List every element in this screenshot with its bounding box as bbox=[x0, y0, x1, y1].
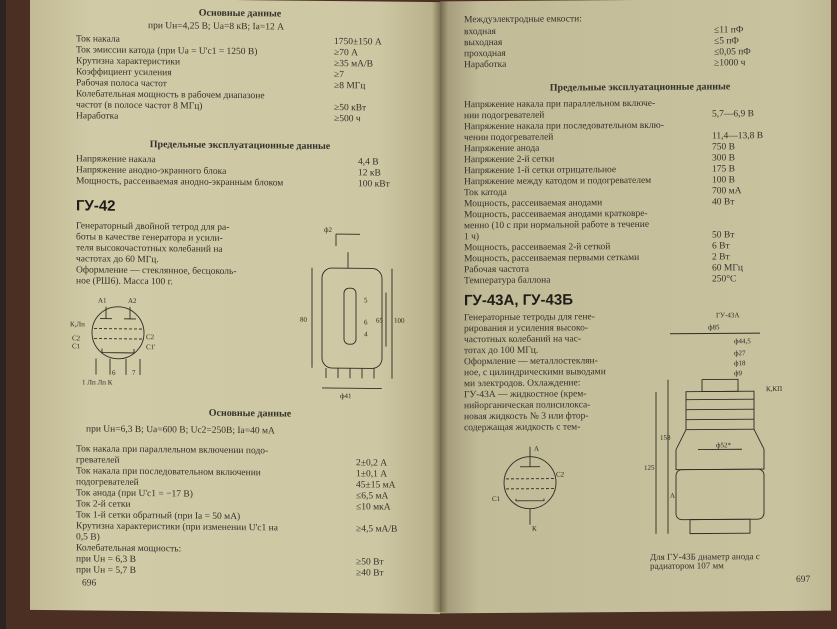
param-label: Рабочая полоса частот bbox=[76, 78, 167, 90]
svg-text:С1: С1 bbox=[72, 342, 81, 351]
svg-text:ф52*: ф52* bbox=[716, 441, 732, 450]
param-value: 40 Вт bbox=[712, 197, 735, 208]
param-value: ≤10 мкА bbox=[356, 502, 391, 513]
param-label: Температура баллона bbox=[464, 275, 551, 287]
param-value: ≥50 Вт bbox=[356, 557, 384, 568]
tube-schematic-diagram bbox=[70, 288, 166, 399]
svg-text:ф85: ф85 bbox=[708, 323, 720, 332]
param-value: ≥500 ч bbox=[334, 114, 361, 125]
param-label: Ток 1-й сетки обратный (при Iа = 50 мА) bbox=[76, 510, 241, 523]
tube-outline-drawing bbox=[644, 299, 800, 550]
svg-text:А2: А2 bbox=[128, 296, 137, 305]
section-title: Предельные эксплуатационные данные bbox=[149, 139, 331, 152]
conditions: при Uн=4,25 В; Uа=8 кВ; Iа=12 А bbox=[148, 21, 284, 33]
svg-text:С2: С2 bbox=[146, 333, 155, 342]
svg-text:ф9: ф9 bbox=[734, 369, 743, 378]
param-value: 4,4 В bbox=[358, 157, 379, 168]
param-label: Наработка bbox=[464, 59, 507, 71]
svg-text:ф41: ф41 bbox=[340, 392, 352, 401]
param-value: 300 В bbox=[712, 153, 735, 164]
text-line: боты в качестве генератора и усили- bbox=[76, 232, 223, 244]
param-value: ≤5 пФ bbox=[714, 36, 739, 47]
text-line: ГУ-43А — жидкостное (крем- bbox=[464, 389, 587, 401]
svg-text:158: 158 bbox=[660, 433, 671, 442]
text-line: радиатором 107 мм bbox=[650, 560, 724, 571]
svg-text:ф27: ф27 bbox=[734, 349, 746, 358]
svg-text:ф44,5: ф44,5 bbox=[734, 337, 751, 346]
param-value: ≥7 bbox=[334, 70, 344, 81]
param-label: нии подогревателей bbox=[464, 110, 545, 122]
param-label: Крутизна характеристики bbox=[76, 56, 181, 68]
svg-text:4: 4 bbox=[364, 330, 368, 339]
svg-text:1 Лп Лп К: 1 Лп Лп К bbox=[82, 378, 113, 387]
param-label: 1 ч) bbox=[464, 232, 480, 243]
svg-text:100: 100 bbox=[394, 316, 405, 325]
svg-text:А: А bbox=[534, 444, 540, 453]
param-label: чении подогревателей bbox=[464, 132, 554, 144]
param-label: Напряжение между катодом и подогревателем bbox=[464, 175, 652, 188]
param-label: менно (10 с при нормальной работе в течение bbox=[464, 219, 650, 232]
text-line: содержащая жидкость с тем- bbox=[464, 422, 581, 434]
svg-text:5: 5 bbox=[364, 296, 368, 305]
page-number: 697 bbox=[796, 574, 811, 585]
text-line: ное (РШ6). Масса 100 г. bbox=[76, 276, 173, 288]
param-label: Ток 2-й сетки bbox=[76, 499, 131, 510]
text-line: теля высокочастотных колебаний на bbox=[76, 243, 223, 255]
section-title: Междуэлектродные емкости: bbox=[464, 14, 582, 26]
svg-text:7: 7 bbox=[132, 368, 136, 377]
param-value: 2 Вт bbox=[712, 252, 730, 263]
param-value: 6 Вт bbox=[712, 241, 730, 252]
param-label: при Uн = 6,3 В bbox=[76, 554, 136, 565]
svg-text:65: 65 bbox=[376, 316, 383, 325]
svg-text:125: 125 bbox=[644, 463, 655, 472]
param-list bbox=[76, 154, 436, 190]
param-value: 12 кВ bbox=[358, 168, 381, 179]
param-label: 0,5 В) bbox=[76, 532, 100, 543]
param-value: 1750±150 А bbox=[334, 37, 382, 48]
svg-text:С2: С2 bbox=[72, 334, 81, 343]
book-gutter bbox=[432, 0, 448, 612]
param-label: Мощность, рассеиваемая анодами кратковре- bbox=[464, 208, 648, 221]
svg-text:К: К bbox=[532, 524, 537, 533]
param-label: Ток накала при параллельном включении подо- bbox=[76, 444, 269, 457]
svg-text:С1: С1 bbox=[492, 494, 501, 504]
param-list bbox=[76, 444, 436, 579]
param-list bbox=[464, 98, 824, 287]
svg-text:К,КП: К,КП bbox=[766, 384, 783, 394]
param-label: Ток накала при последовательном включении bbox=[76, 466, 261, 479]
param-value: 750 В bbox=[712, 142, 735, 153]
svg-text:6: 6 bbox=[112, 368, 116, 377]
section-title: Предельные эксплуатационные данные bbox=[549, 81, 731, 94]
section-title: Основные данные bbox=[208, 407, 292, 420]
param-label: Ток катода bbox=[464, 187, 507, 199]
param-label: входная bbox=[464, 26, 496, 38]
param-label: Ток эмиссии катода (при Uа = U'с1 = 1250 В) bbox=[76, 45, 258, 58]
param-label: частот (в полосе частот 8 МГц) bbox=[76, 100, 203, 112]
tube-name: ГУ-42 bbox=[76, 197, 116, 215]
param-label: Коэффициент усиления bbox=[76, 67, 172, 79]
param-label: Мощность, рассеиваемая 2-й сеткой bbox=[464, 242, 611, 254]
param-label: Напряжение накала при последовательном вклю- bbox=[464, 120, 664, 133]
param-value: 250°С bbox=[712, 274, 737, 285]
text-line: частотах до 60 МГц. bbox=[76, 254, 159, 266]
param-value: ≤11 пФ bbox=[714, 25, 744, 36]
param-label: Рабочая частота bbox=[464, 264, 529, 276]
param-value: 2±0,2 А bbox=[356, 458, 388, 469]
svg-text:С1': С1' bbox=[146, 343, 156, 352]
text-line: рирования и усиления высоко- bbox=[464, 323, 589, 335]
tube-outline-drawing bbox=[300, 225, 420, 401]
param-value: ≥1000 ч bbox=[714, 58, 746, 69]
param-value: 100 В bbox=[712, 175, 735, 186]
param-value: ≥70 А bbox=[334, 48, 358, 59]
param-label: выходная bbox=[464, 37, 503, 49]
param-value: 5,7—6,9 В bbox=[712, 109, 754, 120]
text-line: новая жидкость № 3 или фтор- bbox=[464, 411, 589, 423]
text-line: ми электродов. Охлаждение: bbox=[464, 378, 581, 390]
param-value: 50 Вт bbox=[712, 230, 735, 241]
text-line: Генераторный двойной тетрод для ра- bbox=[76, 221, 230, 233]
param-value: ≤6,5 мА bbox=[356, 491, 389, 502]
param-label: подогревателей bbox=[76, 477, 139, 488]
param-label: проходная bbox=[464, 48, 506, 60]
param-label: гревателей bbox=[76, 455, 120, 466]
text-line: Оформление — металлостеклян- bbox=[464, 356, 598, 368]
param-value: 700 мА bbox=[712, 186, 742, 197]
text-line: нийорганическая полисилокса- bbox=[464, 400, 591, 412]
svg-text:ф18: ф18 bbox=[734, 359, 746, 368]
param-value: 45±15 мА bbox=[356, 480, 396, 491]
svg-text:К,Лп: К,Лп bbox=[70, 320, 85, 329]
text-line: Для ГУ-43Б диаметр анода с bbox=[650, 551, 760, 562]
svg-text:А1: А1 bbox=[98, 296, 107, 305]
svg-text:6: 6 bbox=[364, 318, 368, 327]
param-value: ≥40 Вт bbox=[356, 568, 384, 579]
param-label: при Uн = 5,7 В bbox=[76, 565, 136, 576]
tube-schematic-diagram bbox=[490, 440, 580, 531]
param-label: Напряжение анодно-экранного блока bbox=[76, 165, 227, 177]
svg-text:С2: С2 bbox=[556, 470, 565, 479]
param-value: ≥8 МГц bbox=[334, 81, 366, 92]
param-label: Напряжение анода bbox=[464, 143, 540, 155]
text-line: Генераторные тетроды для гене- bbox=[464, 312, 595, 324]
param-value: ≥50 кВт bbox=[334, 103, 367, 114]
param-list bbox=[76, 34, 436, 125]
param-label: Колебательная мощность в рабочем диапазоне bbox=[76, 89, 265, 102]
conditions: при Uн=6,3 В; Uа=600 В; Uс2=250В; Iа=40 мА bbox=[86, 424, 275, 437]
right-page bbox=[440, 0, 831, 613]
param-label: Ток накала bbox=[76, 34, 120, 45]
param-value: ≥35 мА/В bbox=[334, 59, 373, 70]
param-value: ≥4,5 мА/В bbox=[356, 524, 398, 535]
text-line: частотных колебаний на час- bbox=[464, 334, 582, 346]
param-value: 175 В bbox=[712, 164, 735, 175]
param-label: Напряжение накала bbox=[76, 154, 156, 166]
param-label: Напряжение 1-й сетки отрицательное bbox=[464, 165, 617, 177]
svg-text:ф2: ф2 bbox=[324, 225, 333, 235]
param-label: Ток анода (при U'с1 = −17 В) bbox=[76, 488, 193, 500]
tube-name: ГУ-43А, ГУ-43Б bbox=[464, 291, 573, 310]
param-value: 11,4—13,8 В bbox=[712, 131, 764, 142]
param-value: 100 кВт bbox=[358, 179, 390, 190]
page-number: 696 bbox=[82, 578, 97, 589]
param-label: Мощность, рассеиваемая анодами bbox=[464, 198, 603, 210]
param-value: 1±0,1 А bbox=[356, 469, 388, 480]
param-label: Колебательная мощность: bbox=[76, 543, 182, 555]
param-label: Мощность, рассеиваемая анодно-экранным блоком bbox=[76, 176, 284, 189]
svg-text:80: 80 bbox=[300, 315, 307, 324]
section-title: Основные данные bbox=[198, 7, 282, 20]
left-page bbox=[30, 0, 440, 614]
svg-text:ГУ-43А: ГУ-43А bbox=[716, 311, 740, 320]
param-value: ≤0,05 пФ bbox=[714, 47, 751, 58]
param-value: 60 МГц bbox=[712, 263, 743, 274]
text-line: Оформление — стеклянное, бесцоколь- bbox=[76, 265, 237, 278]
param-label: Напряжение 2-й сетки bbox=[464, 154, 555, 166]
svg-text:А: А bbox=[670, 491, 676, 500]
text-line: ное, с цилиндрическими выводами bbox=[464, 367, 606, 379]
param-label: Наработка bbox=[76, 111, 119, 122]
param-label: Мощность, рассеиваемая первыми сетками bbox=[464, 252, 640, 265]
param-label: Крутизна характеристики (при изменении U'с1 на bbox=[76, 521, 278, 534]
text-line: тотах до 100 МГц. bbox=[464, 345, 539, 357]
param-label: Напряжение накала при параллельном включе- bbox=[464, 98, 656, 111]
